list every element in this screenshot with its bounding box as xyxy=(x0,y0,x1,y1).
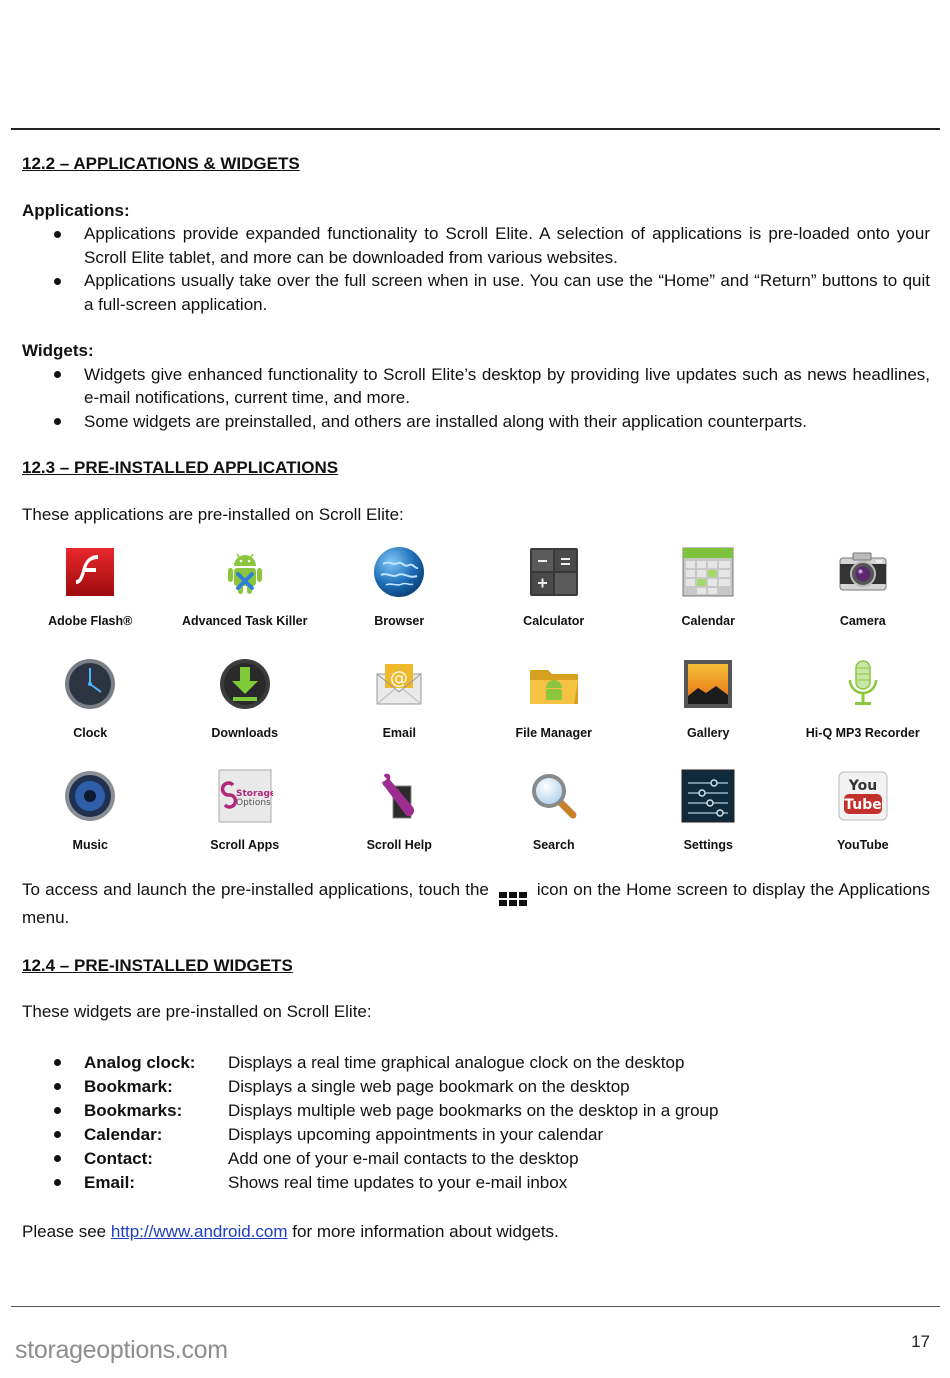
calendar-icon xyxy=(680,544,736,600)
download-icon xyxy=(217,656,273,712)
youtube-logo-you: You xyxy=(848,778,877,794)
speaker-icon xyxy=(62,768,118,824)
app-label: Calendar xyxy=(681,614,735,628)
section-heading-preinstalled-widgets: 12.4 – PRE-INSTALLED WIDGETS xyxy=(22,955,293,975)
widget-description: Displays upcoming appointments in your calendar xyxy=(228,1124,604,1144)
app-label: Scroll Help xyxy=(366,838,432,852)
page-content xyxy=(22,152,930,1243)
folder-icon xyxy=(526,656,582,712)
svg-text:@: @ xyxy=(390,668,409,689)
app-label: Calculator xyxy=(523,614,585,628)
app-label: Music xyxy=(72,838,108,852)
envelope-icon xyxy=(371,656,427,712)
youtube-icon xyxy=(835,768,891,824)
app-hiq-mp3-recorder xyxy=(786,652,941,764)
app-label: Camera xyxy=(839,614,886,628)
launch-text-after: icon on the Home screen to display the Applications menu. xyxy=(22,880,930,927)
widget-name: Email: xyxy=(84,1172,136,1192)
app-label: Adobe Flash® xyxy=(48,614,133,628)
widget-description: Displays a real time graphical analogue clock on the desktop xyxy=(228,1052,685,1072)
storage-options-logo-word1: Storage xyxy=(235,789,273,799)
widget-description: Add one of your e-mail contacts to the desktop xyxy=(228,1148,579,1168)
app-scroll-apps xyxy=(168,764,323,876)
more-text-after: for more information about widgets. xyxy=(292,1221,559,1241)
list-item: Applications provide expanded functionality to Scroll Elite. A selection of applications is pre-loaded onto your Scroll Elite tablet, and more can be downloaded from various websites. xyxy=(84,222,930,269)
app-file-manager xyxy=(477,652,632,764)
app-calculator xyxy=(477,540,632,652)
applications-bullets xyxy=(22,222,930,316)
storage-options-icon xyxy=(217,768,273,824)
app-label: Browser xyxy=(374,614,425,628)
adobe-flash-icon xyxy=(62,544,118,600)
widget-name: Bookmarks: xyxy=(84,1100,183,1120)
globe-icon xyxy=(371,544,427,600)
app-drawer-icon xyxy=(499,892,527,906)
app-label: Settings xyxy=(683,838,733,852)
footer-brand-logo: storageoptions.com xyxy=(15,1336,228,1364)
sliders-icon xyxy=(680,768,736,824)
app-advanced-task-killer xyxy=(168,540,323,652)
footer-rule xyxy=(11,1306,940,1307)
applications-label: Applications: xyxy=(22,200,130,220)
widgets-intro: These widgets are pre-installed on Scroll Elite: xyxy=(22,1002,372,1021)
list-item: Some widgets are preinstalled, and others are installed along with their application counterparts. xyxy=(84,410,930,434)
app-label: Email xyxy=(382,726,416,740)
header-rule xyxy=(11,128,940,130)
app-label: Search xyxy=(532,838,575,852)
storage-options-logo-word2: Options xyxy=(235,798,271,808)
youtube-logo-tube: Tube xyxy=(844,797,882,813)
list-item xyxy=(22,1171,930,1195)
android-robot-icon xyxy=(217,544,273,600)
app-label: Clock xyxy=(73,726,108,740)
android-link[interactable]: http://www.android.com xyxy=(110,1221,288,1241)
widget-name: Analog clock: xyxy=(84,1052,196,1072)
app-calendar xyxy=(631,540,786,652)
app-adobe-flash xyxy=(13,540,168,652)
app-youtube xyxy=(786,764,941,876)
app-camera xyxy=(786,540,941,652)
app-settings xyxy=(631,764,786,876)
widgets-bullets xyxy=(22,363,930,434)
app-label: Advanced Task Killer xyxy=(181,614,308,628)
gallery-icon xyxy=(680,656,736,712)
list-item xyxy=(22,1051,930,1075)
list-item xyxy=(22,1099,930,1123)
app-browser xyxy=(322,540,477,652)
app-label: File Manager xyxy=(515,726,592,740)
section-heading-applications-widgets: 12.2 – APPLICATIONS & WIDGETS xyxy=(22,154,300,173)
widget-name: Contact: xyxy=(84,1148,153,1168)
list-item xyxy=(22,1123,930,1147)
launch-text-before: To access and launch the pre-installed applications, touch the xyxy=(22,880,489,899)
app-downloads xyxy=(168,652,323,764)
section-heading-preinstalled-apps: 12.3 – PRE-INSTALLED APPLICATIONS xyxy=(22,458,339,477)
camera-icon xyxy=(835,544,891,600)
magnifier-icon xyxy=(526,768,582,824)
app-label: Hi-Q MP3 Recorder xyxy=(805,726,920,740)
calculator-icon xyxy=(526,544,582,600)
app-label: YouTube xyxy=(836,838,889,852)
launch-instructions xyxy=(22,878,930,930)
widgets-label: Widgets: xyxy=(22,341,94,360)
list-item: Widgets give enhanced functionality to Scroll Elite’s desktop by providing live updates such as news headlines, e-mail notifications, current time, and more. xyxy=(84,363,930,410)
clock-icon xyxy=(62,656,118,712)
widget-name: Calendar: xyxy=(84,1124,163,1144)
apps-grid xyxy=(13,540,930,876)
app-label: Gallery xyxy=(687,726,730,740)
apps-intro: These applications are pre-installed on Scroll Elite: xyxy=(22,504,404,524)
widget-description: Shows real time updates to your e-mail inbox xyxy=(228,1172,568,1192)
app-label: Scroll Apps xyxy=(210,838,280,852)
more-text-before: Please see xyxy=(22,1221,107,1241)
list-item: Applications usually take over the full screen when in use. You can use the “Home” and “Return” buttons to quit a full-screen application. xyxy=(84,269,930,316)
widget-description: Displays a single web page bookmark on the desktop xyxy=(228,1076,630,1096)
wrench-icon xyxy=(371,768,427,824)
widgets-list xyxy=(22,1051,930,1195)
page-number: 17 xyxy=(911,1332,930,1351)
list-item xyxy=(22,1075,930,1099)
microphone-icon xyxy=(835,656,891,712)
app-email xyxy=(322,652,477,764)
widget-description: Displays multiple web page bookmarks on the desktop in a group xyxy=(228,1100,719,1120)
app-search xyxy=(477,764,632,876)
app-clock xyxy=(13,652,168,764)
app-gallery xyxy=(631,652,786,764)
list-item xyxy=(22,1147,930,1171)
app-label: Downloads xyxy=(211,726,279,740)
widget-name: Bookmark: xyxy=(84,1076,173,1096)
widgets-more-info xyxy=(22,1220,930,1244)
app-scroll-help xyxy=(322,764,477,876)
app-music xyxy=(13,764,168,876)
